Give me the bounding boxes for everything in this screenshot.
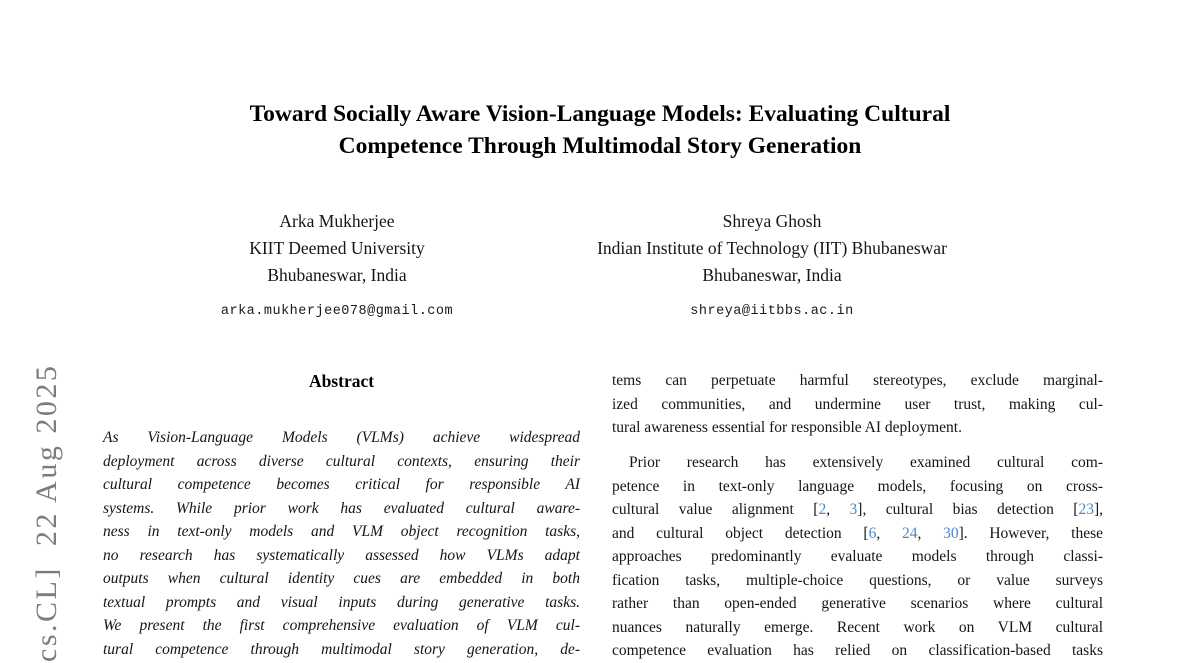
text-line: cultural value alignment [2, 3], cultural bias detection [23],	[612, 501, 1103, 518]
text-line: ness in text-only models and VLM object recognition tasks,	[103, 523, 580, 540]
text-line: Prior research has extensively examined cultural com-	[629, 454, 1103, 471]
paper-title-line-2: Competence Through Multimodal Story Generation	[338, 133, 862, 159]
citation-link[interactable]: 2	[818, 501, 827, 518]
author-location: Bhubaneswar, India	[267, 265, 407, 285]
text-line: As Vision-Language Models (VLMs) achieve widespread	[103, 429, 580, 446]
text-line: no research has systematically assessed how VLMs adapt	[103, 546, 580, 564]
body-paragraph-2	[612, 451, 1103, 663]
text-line: petence in text-only language models, focusing on cross-	[612, 477, 1103, 495]
citation-link[interactable]: 30	[943, 524, 959, 542]
right-column	[612, 0, 1104, 659]
text-line: tural competence through multimodal story generation, de-	[103, 640, 580, 658]
text-line: rather than open-ended generative scenarios where cultural	[612, 595, 1103, 612]
author-email: shreya@iitbbs.ac.in	[690, 304, 854, 319]
text-line: textual prompts and visual inputs during generative tasks.	[103, 593, 580, 611]
citation-link[interactable]: 24	[901, 524, 918, 542]
citation-link[interactable]: 23	[1078, 501, 1094, 518]
author-affiliation: KIIT Deemed University	[249, 238, 425, 258]
arxiv-watermark: cs.CL] 22 Aug 2025	[30, 363, 63, 662]
abstract-heading: Abstract	[308, 371, 375, 391]
text-line: fication tasks, multiple-choice questions, or value surveys	[612, 571, 1103, 589]
citation-link[interactable]: 3	[849, 501, 858, 518]
text-line: competence evaluation has relied on classification-based tasks	[612, 642, 1103, 659]
author-email: arka.mukherjee078@gmail.com	[220, 304, 454, 319]
text-line: tems can perpetuate harmful stereotypes, exclude marginal-	[612, 372, 1103, 389]
body-paragraph-1	[612, 369, 1103, 440]
text-line: We present the first comprehensive evaluation of VLM cul-	[103, 617, 580, 634]
text-line: approaches predominantly evaluate models through classi-	[612, 548, 1103, 565]
paper-title-line-1: Toward Socially Aware Vision-Language Models: Evaluating Cultural	[249, 101, 951, 127]
text-line: tural awareness essential for responsible AI deployment.	[612, 419, 962, 436]
text-line: ized communities, and undermine user trust, making cul-	[612, 395, 1103, 413]
text-line: nuances naturally emerge. Recent work on VLM cultural	[612, 618, 1103, 636]
author-name: Shreya Ghosh	[722, 211, 822, 231]
author-name: Arka Mukherjee	[279, 211, 395, 231]
text-line: deployment across diverse cultural contexts, ensuring their	[103, 452, 580, 470]
text-line: and cultural object detection [6, 24, 30]. However, these	[612, 524, 1104, 542]
author-affiliation: Indian Institute of Technology (IIT) Bhubaneswar	[597, 238, 947, 258]
author-location: Bhubaneswar, India	[702, 265, 842, 285]
text-line: systems. While prior work has evaluated cultural aware-	[103, 499, 580, 517]
text-line: outputs when cultural identity cues are embedded in both	[103, 570, 580, 587]
text-line: cultural competence becomes critical for responsible AI	[103, 476, 580, 493]
abstract-text	[103, 426, 580, 661]
left-column	[103, 0, 580, 658]
citation-link[interactable]: 6	[868, 524, 877, 542]
